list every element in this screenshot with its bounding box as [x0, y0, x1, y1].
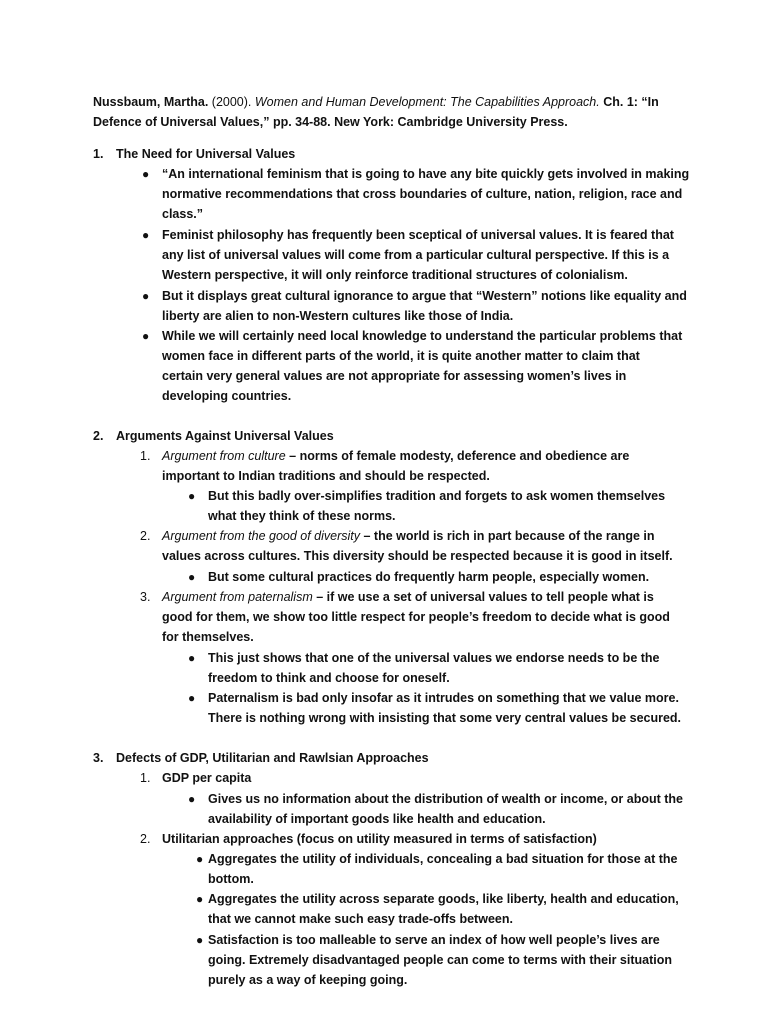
bullet-icon: ● [188, 570, 196, 584]
bullet-icon: ● [196, 892, 204, 906]
bullet-icon: ● [188, 651, 196, 665]
bullet-text: But this badly over-simplifies tradition and forgets to ask women themselves [208, 489, 666, 503]
bullet-text: “An international feminism that is going to have any bite quickly gets involved in making [162, 167, 690, 181]
bullet-text: Aggregates the utility across separate goods, like liberty, health and education, [208, 892, 679, 906]
bullet-icon: ● [188, 489, 196, 503]
bullet-text: availability of important goods like health and education. [208, 812, 546, 826]
section-2-title: Arguments Against Universal Values [116, 429, 334, 443]
bullet-text: But some cultural practices do frequently harm people, especially women. [208, 570, 650, 584]
argument-text: – the world is rich in part because of the range in [360, 529, 655, 543]
bullet-text: bottom. [208, 872, 254, 886]
subitem-number: 1. [140, 771, 151, 785]
section-1-title: The Need for Universal Values [116, 147, 296, 161]
bullet-icon: ● [188, 691, 196, 705]
section-3-number: 3. [93, 751, 104, 765]
citation-year: (2000). [208, 95, 255, 109]
argument-label: Argument from the good of diversity [162, 529, 361, 543]
citation-line-2: Defence of Universal Values,” pp. 34-88. New York: Cambridge University Press. [93, 115, 568, 129]
bullet-text: There is nothing wrong with insisting that some very central values be secured. [208, 711, 682, 725]
bullet-icon: ● [188, 792, 196, 806]
subitem-number: 1. [140, 449, 151, 463]
section-2-number: 2. [93, 429, 104, 443]
bullet-text: certain very general values are not appropriate for assessing women’s lives in [162, 369, 627, 383]
section-3-title: Defects of GDP, Utilitarian and Rawlsian Approaches [116, 751, 429, 765]
bullet-icon: ● [196, 852, 204, 866]
bullet-text: Paternalism is bad only insofar as it intrudes on something that we value more. [208, 691, 679, 705]
bullet-icon: ● [142, 167, 150, 181]
subitem-line [162, 527, 655, 545]
bullet-icon: ● [142, 228, 150, 242]
bullet-text: women face in different parts of the world, it is quite another matter to claim that [162, 349, 640, 363]
bullet-text: what they think of these norms. [208, 509, 396, 523]
bullet-text: normative recommendations that cross boundaries of culture, nation, religion, race and [162, 187, 683, 201]
bullet-text: Feminist philosophy has frequently been sceptical of universal values. It is feared that [162, 228, 674, 242]
bullet-text: class.” [162, 207, 204, 221]
argument-label: Argument from culture [162, 449, 286, 463]
subitem-line [162, 588, 654, 606]
bullet-text: going. Extremely disadvantaged people can come to terms with their situation [208, 953, 672, 967]
argument-text: – if we use a set of universal values to tell people what is [312, 590, 654, 604]
citation-chapter: Ch. 1: “In [599, 95, 659, 109]
bullet-text: that we cannot make such easy trade-offs between. [208, 912, 513, 926]
citation-book-title: Women and Human Development: The Capabilities Approach. [254, 95, 600, 109]
subitem-line: GDP per capita [162, 771, 252, 785]
bullet-icon: ● [196, 933, 204, 947]
subitem-number: 2. [140, 832, 151, 846]
bullet-text: Aggregates the utility of individuals, concealing a bad situation for those at the [208, 852, 678, 866]
bullet-text: But it displays great cultural ignorance to argue that “Western” notions like equality and [162, 289, 687, 303]
subitem-line: values across cultures. This diversity should be respected because it is good in itself. [162, 549, 673, 563]
bullet-icon: ● [142, 289, 150, 303]
bullet-icon: ● [142, 329, 150, 343]
subitem-line [162, 447, 629, 465]
bullet-text: developing countries. [162, 389, 292, 403]
bullet-text: freedom to think and choose for oneself. [208, 671, 450, 685]
bullet-text: Gives us no information about the distribution of wealth or income, or about the [208, 792, 684, 806]
subitem-number: 2. [140, 529, 151, 543]
bullet-text: While we will certainly need local knowledge to understand the particular problems that [162, 329, 683, 343]
bullet-text: Satisfaction is too malleable to serve an index of how well people’s lives are [208, 933, 660, 947]
subitem-line: Utilitarian approaches (focus on utility measured in terms of satisfaction) [162, 832, 597, 846]
subitem-number: 3. [140, 590, 151, 604]
bullet-text: This just shows that one of the universal values we endorse needs to be the [208, 651, 660, 665]
subitem-line: good for them, we show too little respect for people’s freedom to decide what is good [162, 610, 670, 624]
argument-label: Argument from paternalism [162, 590, 313, 604]
citation-line-1 [93, 93, 659, 111]
section-1-number: 1. [93, 147, 104, 161]
bullet-text: any list of universal values will come from a particular cultural perspective. If this is a [162, 248, 670, 262]
subitem-line: important to Indian traditions and should be respected. [162, 469, 490, 483]
bullet-text: purely as a way of keeping going. [208, 973, 408, 987]
subitem-line: for themselves. [162, 630, 254, 644]
argument-text: – norms of female modesty, deference and obedience are [285, 449, 630, 463]
bullet-text: Western perspective, it will only reinforce traditional structures of colonialism. [162, 268, 628, 282]
citation-author: Nussbaum, Martha. [93, 95, 209, 109]
bullet-text: liberty are alien to non-Western cultures like those of India. [162, 309, 514, 323]
